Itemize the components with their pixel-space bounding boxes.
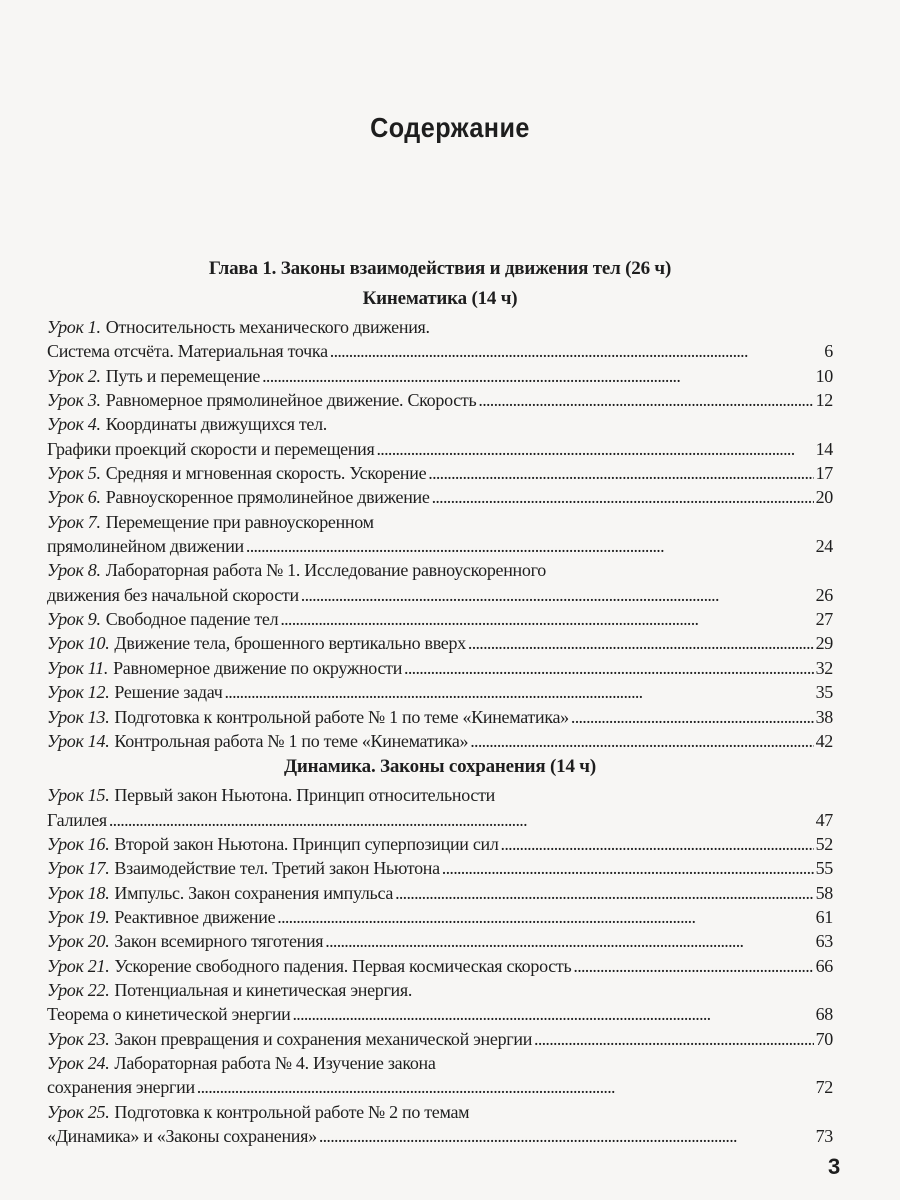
toc-entry-line — [47, 729, 833, 753]
dot-leader — [470, 729, 813, 753]
lesson-label: Урок 25. — [47, 1101, 110, 1122]
entry-page: 63 — [815, 931, 833, 952]
toc-entry-line — [47, 339, 833, 363]
dot-leader — [501, 832, 814, 856]
toc-entry-line — [47, 905, 833, 929]
entry-page: 12 — [815, 390, 833, 411]
entry-title: Решение задач — [114, 682, 223, 703]
entry-page: 47 — [815, 809, 833, 830]
toc-entry-line — [47, 978, 833, 1002]
section-heading: Кинематика (14 ч) — [362, 288, 518, 309]
dot-leader — [534, 1027, 814, 1051]
entry-title: Перемещение при равноускоренном — [105, 511, 374, 532]
entry-page: 58 — [815, 882, 833, 903]
entry-page: 73 — [815, 1126, 833, 1146]
entry-title: Графики проекций скорости и перемещения — [47, 438, 375, 459]
dot-leader — [442, 856, 814, 880]
entry-title: Первый закон Ньютона. Принцип относительности — [114, 785, 495, 806]
entry-title: Подготовка к контрольной работе № 2 по темам — [114, 1101, 470, 1122]
lesson-label: Урок 5. — [47, 463, 101, 484]
toc-entry-line — [47, 1100, 833, 1124]
entry-title: «Динамика» и «Законы сохранения» — [47, 1126, 317, 1146]
entry-title: Теорема о кинетической энергии — [47, 1004, 291, 1025]
entry-title: Движение тела, брошенного вертикально вверх — [114, 633, 466, 654]
lesson-label: Урок 1. — [47, 317, 101, 337]
dot-leader — [292, 1002, 813, 1026]
entry-title: Галилея — [47, 809, 107, 830]
page-number: 3 — [828, 1154, 841, 1179]
lesson-label: Урок 21. — [47, 955, 110, 976]
toc-entry-line — [47, 388, 833, 412]
toc-entry-line — [47, 1002, 833, 1026]
lesson-label: Урок 4. — [47, 414, 101, 435]
toc-entry-line — [47, 656, 833, 680]
toc-entry-line — [47, 583, 833, 607]
page-title: Содержание — [370, 112, 530, 143]
toc-entry-line — [47, 1124, 833, 1148]
entry-title: Средняя и мгновенная скорость. Ускорение — [105, 463, 427, 484]
lesson-label: Урок 2. — [47, 365, 101, 386]
entry-title: Подготовка к контрольной работе № 1 по теме «Кинематика» — [114, 706, 569, 727]
entry-page: 32 — [815, 657, 833, 678]
entry-page: 14 — [815, 438, 833, 459]
toc-entry-line — [47, 832, 833, 856]
chapter-heading: Глава 1. Законы взаимодействия и движения тел (26 ч) — [208, 258, 672, 279]
dot-leader — [224, 680, 813, 704]
entry-title: Система отсчёта. Материальная точка — [47, 341, 328, 362]
dot-leader — [109, 808, 814, 832]
entry-page: 24 — [815, 536, 833, 557]
lesson-label: Урок 18. — [47, 882, 110, 903]
lesson-label: Урок 16. — [47, 833, 110, 854]
lesson-label: Урок 14. — [47, 730, 110, 751]
toc-entry-line — [47, 607, 833, 631]
entry-title: Второй закон Ньютона. Принцип суперпозиции сил — [114, 833, 499, 854]
dot-leader — [468, 631, 814, 655]
entry-page: 61 — [815, 906, 833, 927]
lesson-label: Урок 6. — [47, 487, 101, 508]
entry-title: Импульс. Закон сохранения импульса — [114, 882, 394, 903]
entry-page: 17 — [815, 463, 833, 484]
dot-leader — [573, 954, 813, 978]
entry-page: 70 — [815, 1028, 833, 1049]
toc-entry-line — [47, 1027, 833, 1051]
lesson-label: Урок 9. — [47, 609, 101, 630]
entry-title: Относительность механического движения. — [105, 317, 430, 337]
table-of-contents — [47, 255, 833, 1148]
lesson-label: Урок 24. — [47, 1052, 110, 1073]
entry-page: 35 — [815, 682, 833, 703]
dot-leader — [246, 534, 814, 558]
entry-title: Свободное падение тел — [105, 609, 279, 630]
toc-entry-line — [47, 364, 833, 388]
entry-page: 20 — [815, 487, 833, 508]
entry-page: 68 — [815, 1004, 833, 1025]
toc-entry-line — [47, 1075, 833, 1099]
entry-page: 66 — [815, 955, 833, 976]
entry-title: Ускорение свободного падения. Первая космическая скорость — [114, 955, 572, 976]
toc-entry-line — [47, 881, 833, 905]
entry-page: 27 — [815, 609, 833, 630]
dot-leader — [395, 881, 814, 905]
entry-title: Лабораторная работа № 4. Изучение закона — [114, 1052, 436, 1073]
toc-entry-line — [47, 558, 833, 582]
dot-leader — [319, 1124, 814, 1148]
dot-leader — [197, 1075, 814, 1099]
entry-title: Равномерное движение по окружности — [113, 657, 403, 678]
dot-leader — [478, 388, 813, 412]
toc-entry-line — [47, 461, 833, 485]
entry-page: 55 — [815, 858, 833, 879]
lesson-label: Урок 20. — [47, 931, 110, 952]
entry-title: Взаимодействие тел. Третий закон Ньютона — [114, 858, 440, 879]
toc-entry-line — [47, 856, 833, 880]
toc-entry-line — [47, 783, 833, 807]
toc-entry-line — [47, 929, 833, 953]
lesson-label: Урок 7. — [47, 511, 101, 532]
toc-entry-line — [47, 315, 833, 339]
entry-title: Реактивное движение — [114, 906, 276, 927]
entry-title: Лабораторная работа № 1. Исследование равноускоренного — [105, 560, 546, 581]
dot-leader — [280, 607, 813, 631]
entry-title: прямолинейном движении — [47, 536, 244, 557]
entry-title: Закон превращения и сохранения механической энергии — [114, 1028, 533, 1049]
dot-leader — [325, 929, 813, 953]
lesson-label: Урок 15. — [47, 785, 110, 806]
lesson-label: Урок 12. — [47, 682, 110, 703]
dot-leader — [330, 339, 823, 363]
entry-page: 10 — [815, 365, 833, 386]
entry-page: 38 — [815, 706, 833, 727]
lesson-label: Урок 8. — [47, 560, 101, 581]
dot-leader — [301, 583, 814, 607]
lesson-label: Урок 23. — [47, 1028, 110, 1049]
entry-title: Контрольная работа № 1 по теме «Кинематика» — [114, 730, 469, 751]
dot-leader — [571, 705, 814, 729]
toc-entry-line — [47, 680, 833, 704]
toc-entry-line — [47, 808, 833, 832]
toc-entry-line — [47, 705, 833, 729]
section-heading: Динамика. Законы сохранения (14 ч) — [284, 756, 596, 778]
entry-page: 42 — [815, 730, 833, 751]
toc-entry-line — [47, 534, 833, 558]
dot-leader — [404, 656, 814, 680]
lesson-label: Урок 11. — [47, 657, 109, 678]
entry-page: 26 — [815, 584, 833, 605]
entry-page: 29 — [815, 633, 833, 654]
lesson-label: Урок 17. — [47, 858, 110, 879]
toc-entry-line — [47, 510, 833, 534]
dot-leader — [262, 364, 813, 388]
entry-page: 52 — [815, 833, 833, 854]
entry-title: Равноускоренное прямолинейное движение — [105, 487, 430, 508]
toc-entry-line — [47, 1051, 833, 1075]
dot-leader — [277, 905, 813, 929]
entry-title: Закон всемирного тяготения — [114, 931, 324, 952]
entry-page: 6 — [824, 341, 833, 362]
dot-leader — [377, 437, 814, 461]
lesson-label: Урок 13. — [47, 706, 110, 727]
entry-title: сохранения энергии — [47, 1077, 195, 1098]
entry-title: движения без начальной скорости — [47, 584, 299, 605]
dot-leader — [428, 461, 813, 485]
lesson-label: Урок 19. — [47, 906, 110, 927]
dot-leader — [432, 485, 814, 509]
lesson-label: Урок 22. — [47, 979, 110, 1000]
toc-entry-line — [47, 485, 833, 509]
entry-title: Координаты движущихся тел. — [105, 414, 328, 435]
toc-entry-line — [47, 631, 833, 655]
toc-entry-line — [47, 412, 833, 436]
entry-title: Равномерное прямолинейное движение. Скорость — [105, 390, 477, 411]
entry-title: Потенциальная и кинетическая энергия. — [114, 979, 413, 1000]
toc-entry-line — [47, 954, 833, 978]
entry-title: Путь и перемещение — [105, 365, 261, 386]
lesson-label: Урок 10. — [47, 633, 110, 654]
lesson-label: Урок 3. — [47, 390, 101, 411]
toc-entry-line — [47, 437, 833, 461]
entry-page: 72 — [815, 1077, 833, 1098]
